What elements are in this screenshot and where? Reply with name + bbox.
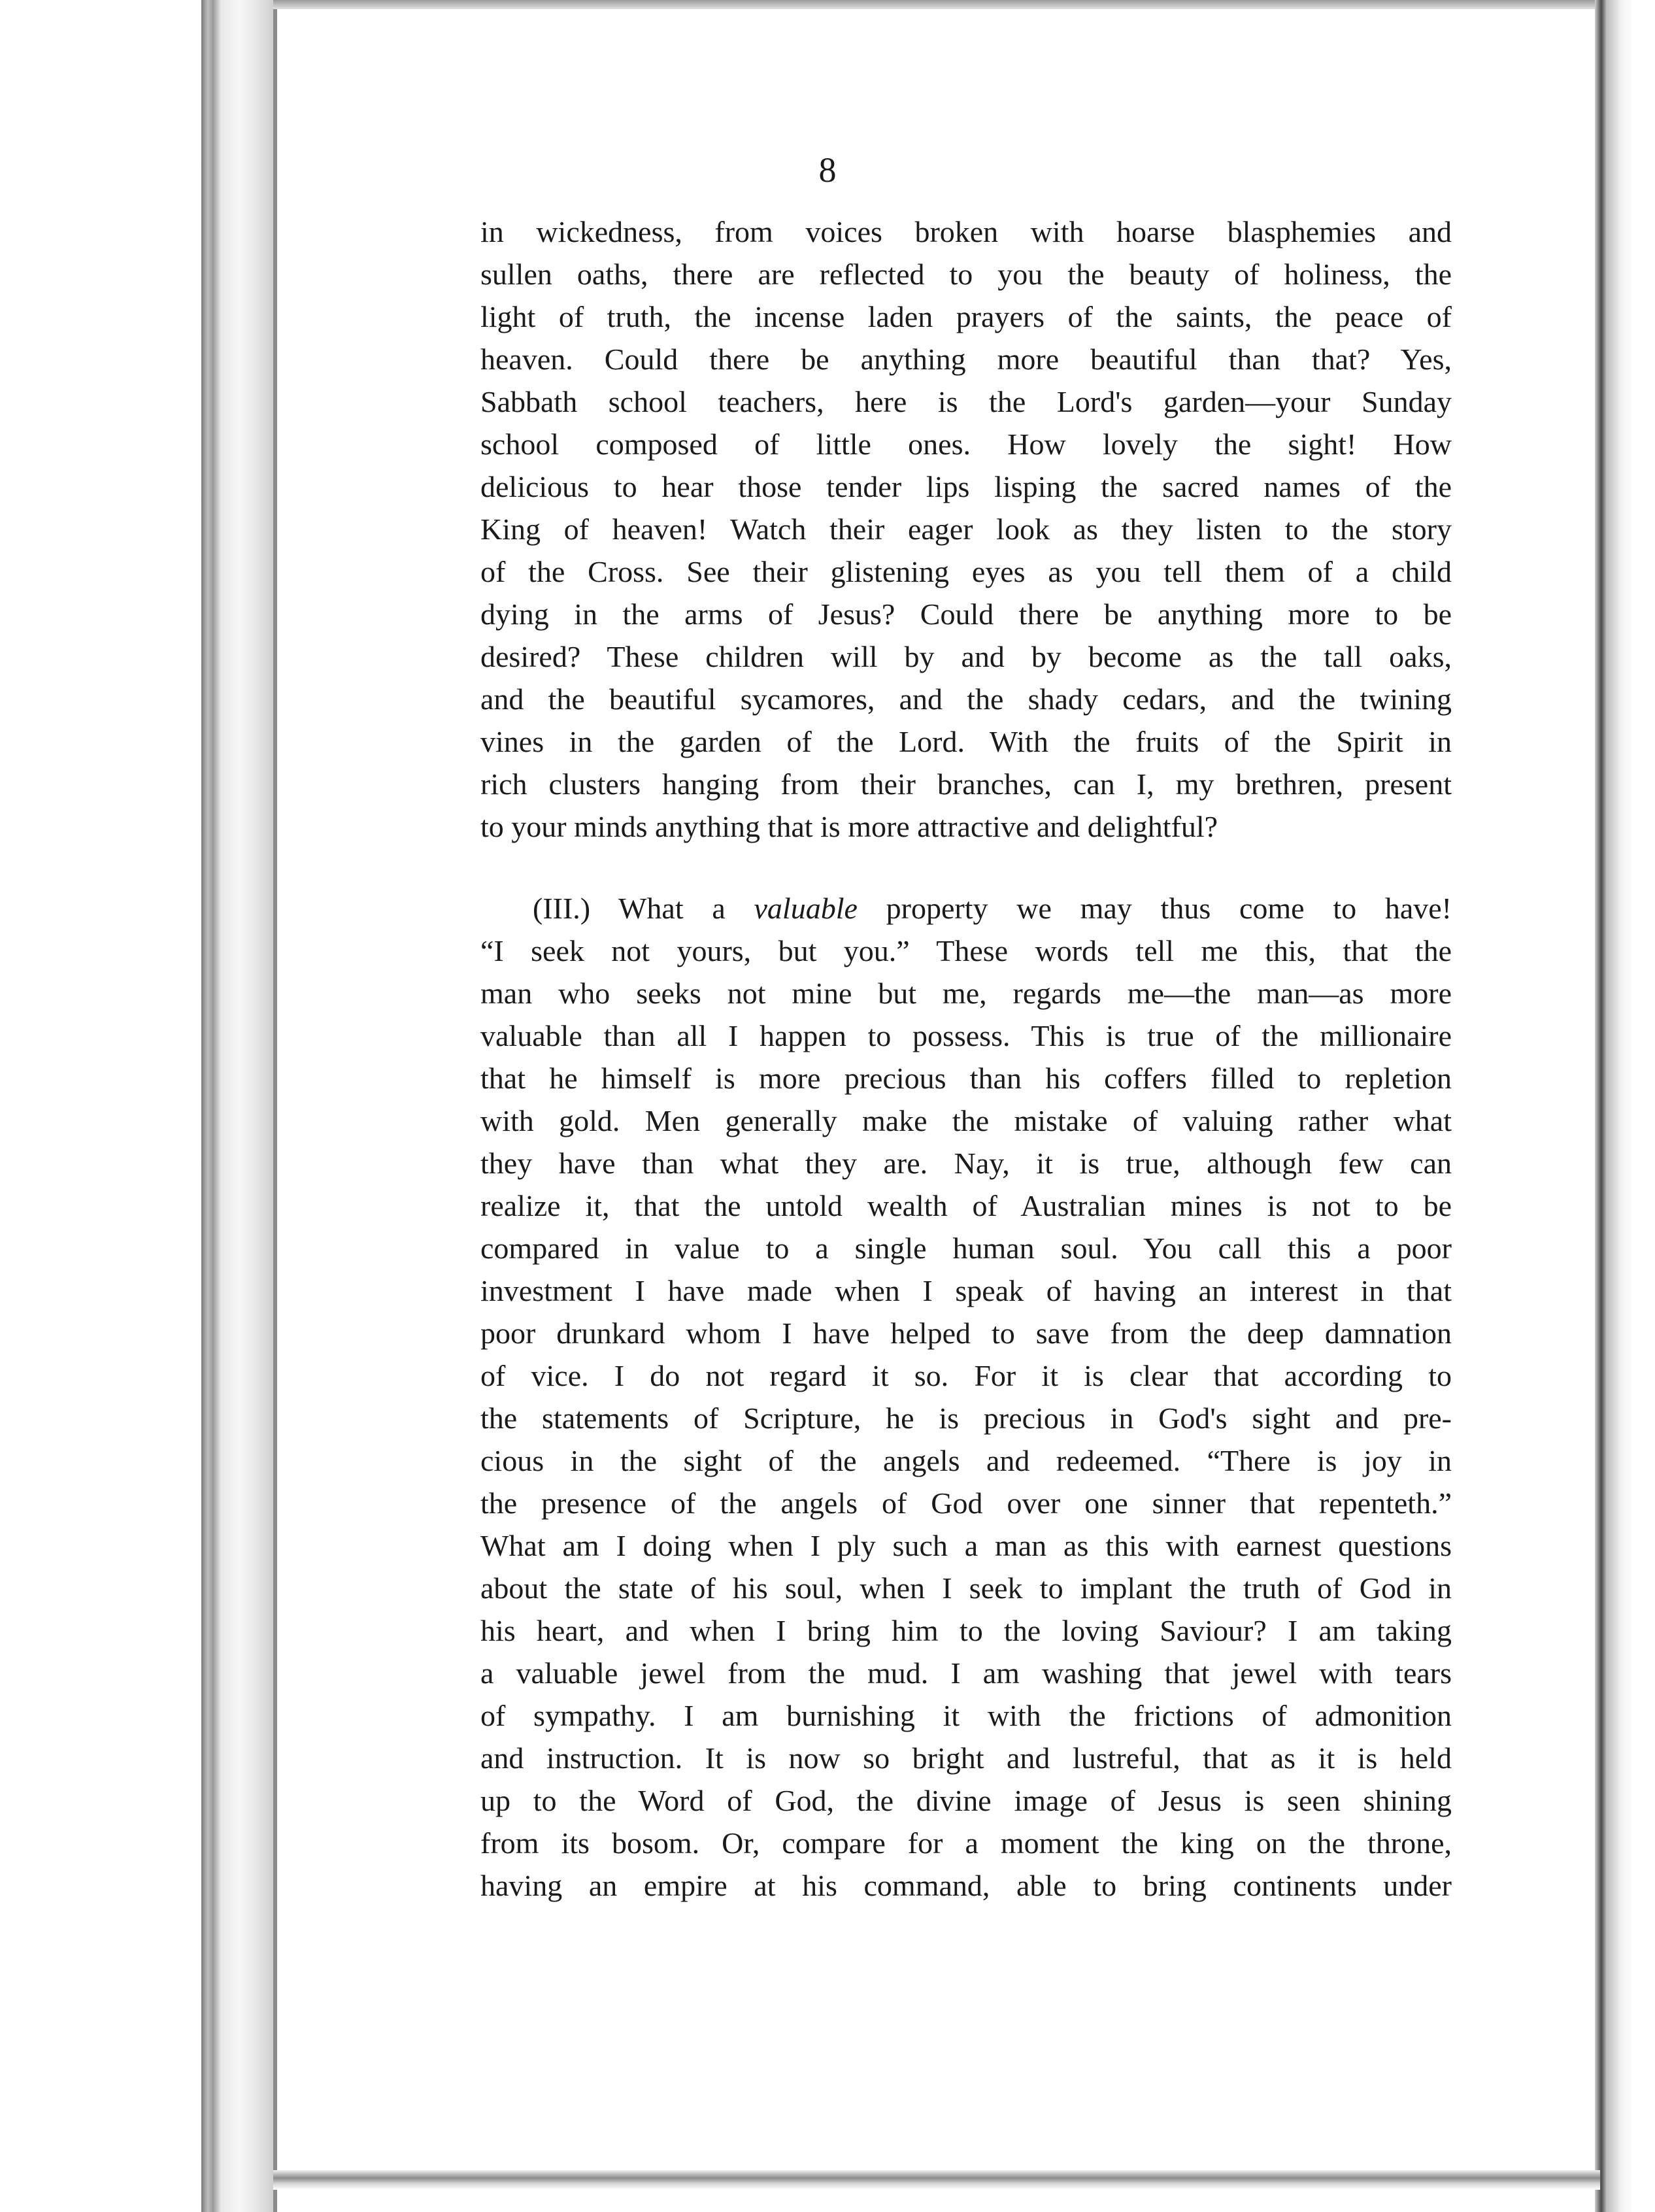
- text-line: having an empire at his command, able to bring continents under: [480, 1869, 1452, 1902]
- text-line: about the state of his soul, when I seek to implant the truth of God in: [480, 1571, 1452, 1605]
- text-line: “I seek not yours, but you.” These words tell me this, that the: [480, 934, 1452, 967]
- text-line: (III.) What a valuable property we may thus come to have!: [533, 892, 1452, 925]
- paragraph-gap: [480, 848, 1452, 887]
- emphasis: valuable: [754, 892, 858, 925]
- text-line: they have than what they are. Nay, it is true, although few can: [480, 1147, 1452, 1180]
- text-line: vines in the garden of the Lord. With the fruits of the Spirit in: [480, 725, 1452, 758]
- page-right-border: [1595, 0, 1633, 2212]
- text-line: of sympathy. I am burnishing it with the frictions of admonition: [480, 1699, 1452, 1732]
- text-line: heaven. Could there be anything more beautiful than that? Yes,: [480, 343, 1452, 376]
- text-line: to your minds anything that is more attractive and delightful?: [480, 810, 1218, 843]
- text-line: King of heaven! Watch their eager look as they listen to the story: [480, 512, 1452, 546]
- text-line: that he himself is more precious than his coffers filled to repletion: [480, 1062, 1452, 1095]
- text-line: Sabbath school teachers, here is the Lord's garden—your Sunday: [480, 385, 1452, 418]
- page-binding-edge: [201, 0, 273, 2212]
- text-line: of vice. I do not regard it so. For it is clear that according to: [480, 1359, 1452, 1392]
- paragraph-2: [480, 887, 1452, 1907]
- page-top-border: [273, 0, 1600, 9]
- text-line: up to the Word of God, the divine image of Jesus is seen shining: [480, 1784, 1452, 1817]
- text-line: school composed of little ones. How lovely the sight! How: [480, 427, 1452, 461]
- text-line: realize it, that the untold wealth of Australian mines is not to be: [480, 1189, 1452, 1222]
- text-line: light of truth, the incense laden prayers of the saints, the peace of: [480, 300, 1452, 333]
- text-line: his heart, and when I bring him to the loving Saviour? I am taking: [480, 1614, 1452, 1647]
- text-line: and instruction. It is now so bright and lustreful, that as it is held: [480, 1741, 1452, 1775]
- text-line: with gold. Men generally make the mistake of valuing rather what: [480, 1104, 1452, 1137]
- text-line: cious in the sight of the angels and redeemed. “There is joy in: [480, 1444, 1452, 1477]
- text-line: desired? These children will by and by become as the tall oaks,: [480, 640, 1452, 673]
- text-line: rich clusters hanging from their branches, can I, my brethren, present: [480, 767, 1452, 801]
- text-line: sullen oaths, there are reflected to you the beauty of holiness, the: [480, 258, 1452, 291]
- text-line: a valuable jewel from the mud. I am washing that jewel with tears: [480, 1656, 1452, 1690]
- text-line: man who seeks not mine but me, regards me—the man—as more: [480, 977, 1452, 1010]
- page-left-border: [273, 0, 277, 2212]
- page-number: 8: [818, 150, 837, 190]
- body-text: [480, 210, 1452, 1907]
- text-line: poor drunkard whom I have helped to save from the deep damnation: [480, 1316, 1452, 1350]
- text-line: valuable than all I happen to possess. This is true of the millionaire: [480, 1019, 1452, 1052]
- text-line: compared in value to a single human soul. You call this a poor: [480, 1232, 1452, 1265]
- text-line: in wickedness, from voices broken with hoarse blasphemies and: [480, 215, 1452, 248]
- text-line: dying in the arms of Jesus? Could there be anything more to be: [480, 597, 1452, 631]
- text-line: the statements of Scripture, he is precious in God's sight and pre-: [480, 1401, 1452, 1435]
- text-line: the presence of the angels of God over one sinner that repenteth.”: [480, 1486, 1452, 1520]
- page-bottom-border: [273, 2170, 1600, 2190]
- text-line: of the Cross. See their glistening eyes as you tell them of a child: [480, 555, 1452, 588]
- text-line: investment I have made when I speak of having an interest in that: [480, 1274, 1452, 1307]
- text-line: and the beautiful sycamores, and the shady cedars, and the twining: [480, 682, 1452, 716]
- text-line: from its bosom. Or, compare for a moment the king on the throne,: [480, 1826, 1452, 1860]
- text-line: delicious to hear those tender lips lisping the sacred names of the: [480, 470, 1452, 503]
- paragraph-1: [480, 210, 1452, 848]
- text-line: What am I doing when I ply such a man as this with earnest questions: [480, 1529, 1452, 1562]
